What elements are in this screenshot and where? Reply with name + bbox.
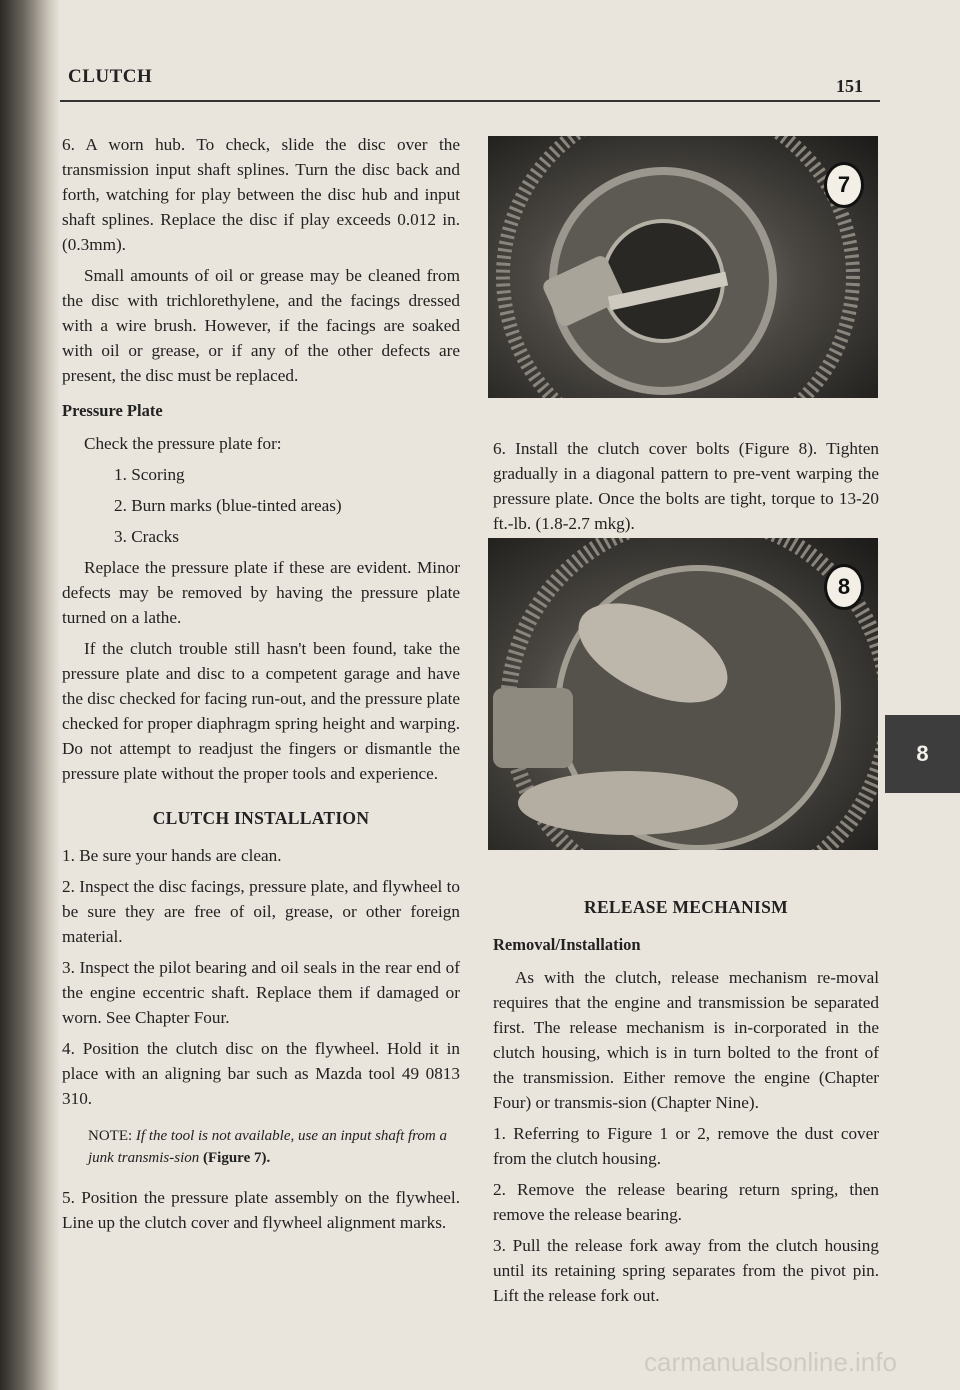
left-column: [62, 132, 460, 1241]
figure-number-badge: 7: [824, 162, 864, 208]
clutch-disc-photo-illustration: [488, 136, 878, 398]
list-item: 3. Cracks: [114, 527, 179, 546]
pressure-plate-intro: Check the pressure plate for:: [84, 434, 282, 453]
installation-step: 6. Install the clutch cover bolts (Figure 8). Tighten gradually in a diagonal pattern to pre-vent warping the pressure plate. Once the bolts are tight, torque to 13-20 ft.-lb. (1.8-2.7 mkg).: [493, 439, 879, 533]
release-step: 2. Remove the release bearing return spring, then remove the release bearing.: [493, 1180, 879, 1224]
figure-8-photo: [488, 538, 878, 850]
watermark: carmanualsonline.info: [644, 1347, 897, 1377]
list-item: 2. Burn marks (blue-tinted areas): [114, 496, 342, 515]
pressure-plate-heading: Pressure Plate: [62, 401, 163, 420]
binding-shadow: [0, 0, 60, 1390]
list-item: 1. Scoring: [114, 465, 185, 484]
page-number: 151: [836, 76, 863, 96]
note-block: [62, 1125, 460, 1169]
note-label: NOTE:: [88, 1128, 133, 1144]
paragraph-release: As with the clutch, release mechanism re-moval requires that the engine and transmission be separated first. The release mechanism is in-corporated in the clutch housing, which is in turn bolted to the front of the transmission. Either remove the engine (Chapter Four) or transmis-sion (Chapter Nine).: [493, 968, 879, 1112]
note-text: If the tool is not available, use an input shaft from a junk transmis-sion: [88, 1128, 448, 1166]
chapter-tab: 8: [885, 715, 960, 793]
installation-step: 1. Be sure your hands are clean.: [62, 846, 282, 865]
chapter-title: CLUTCH: [68, 66, 153, 87]
installation-step: 2. Inspect the disc facings, pressure plate, and flywheel to be sure they are free of oil, grease, or other foreign material.: [62, 877, 460, 946]
clutch-cover-bolts-photo-illustration: [488, 538, 878, 850]
removal-installation-heading: Removal/Installation: [493, 935, 641, 954]
right-column-release: [493, 895, 879, 1314]
installation-step: 4. Position the clutch disc on the flywheel. Hold it in place with an aligning bar such as Mazda tool 49 0813 310.: [62, 1039, 460, 1108]
installation-step: 3. Inspect the pilot bearing and oil seals in the rear end of the engine eccentric shaft. Replace them if damaged or worn. See Chapter Four.: [62, 958, 460, 1027]
paragraph-replace: Replace the pressure plate if these are evident. Minor defects may be removed by having the pressure plate turned on a lathe.: [62, 558, 460, 627]
release-step: 3. Pull the release fork away from the clutch housing until its retaining spring separates from the pivot pin. Lift the release fork out.: [493, 1236, 879, 1305]
release-mechanism-heading: RELEASE MECHANISM: [584, 897, 788, 917]
paragraph-trouble: If the clutch trouble still hasn't been found, take the pressure plate and disc to a competent garage and have the disc checked for facing run-out, and the pressure plate checked for proper diaphragm spring height and warping. Do not attempt to readjust the fingers or dismantle the pressure plate without the proper tools and experience.: [62, 639, 461, 783]
installation-step: 5. Position the pressure plate assembly on the flywheel. Line up the clutch cover and flywheel alignment marks.: [62, 1188, 460, 1232]
right-column-step6: [493, 436, 879, 542]
figure-number-badge: 8: [824, 564, 864, 610]
clutch-installation-heading: CLUTCH INSTALLATION: [152, 808, 370, 828]
note-figure-ref: (Figure 7).: [203, 1150, 271, 1166]
paragraph-worn-hub: 6. A worn hub. To check, slide the disc over the transmission input shaft splines. Turn the disc back and forth, watching for play between the disc hub and input shaft splines. Replace the disc if play exceeds 0.012 in. (0.3mm).: [62, 135, 460, 254]
header-rule: [60, 100, 880, 102]
figure-7-photo: [488, 136, 878, 398]
paragraph-oil-grease: Small amounts of oil or grease may be cleaned from the disc with trichlorethylene, and the facings dressed with a wire brush. However, if the facings are soaked with oil or grease, or if any of the other defects are present, the disc must be replaced.: [62, 266, 460, 385]
release-step: 1. Referring to Figure 1 or 2, remove the dust cover from the clutch housing.: [493, 1124, 879, 1168]
